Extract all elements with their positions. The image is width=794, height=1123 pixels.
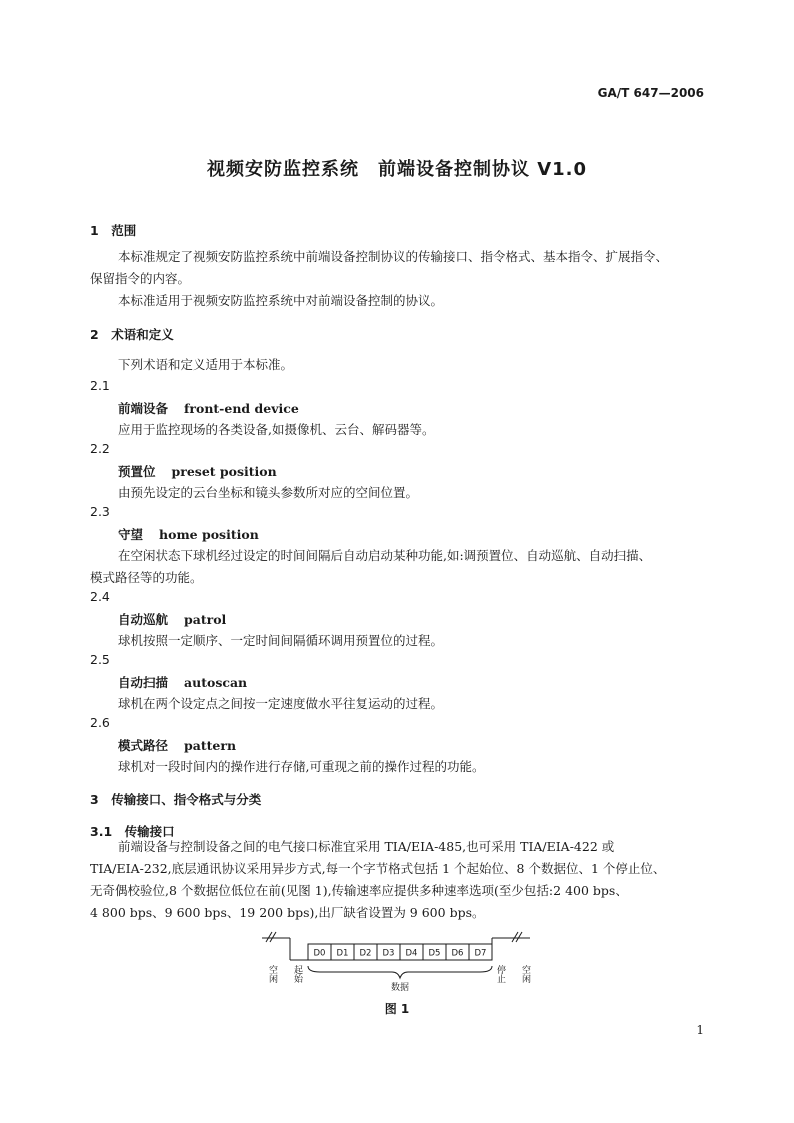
bit-label: D0 — [313, 948, 326, 959]
bit-label: D3 — [382, 948, 395, 959]
term-zh: 模式路径 — [118, 738, 169, 753]
term-definition: 球机在两个设定点之间按一定速度做水平往复运动的过程。 — [118, 696, 444, 711]
section-2-heading: 2 术语和定义 — [90, 327, 174, 342]
term-en: home position — [159, 527, 259, 542]
page-number: 1 — [696, 1023, 704, 1037]
data-brace — [308, 966, 492, 978]
term-number: 2.2 — [90, 441, 110, 456]
document-title: 视频安防监控系统 前端设备控制协议 V1.0 — [206, 159, 588, 180]
term-zh: 自动扫描 — [118, 675, 169, 690]
term-en: preset position — [171, 464, 277, 479]
term-number: 2.4 — [90, 589, 110, 604]
bit-label: D6 — [451, 948, 464, 959]
term-title — [118, 399, 299, 417]
bit-label: D5 — [428, 948, 441, 959]
term-title — [118, 610, 226, 628]
section-3-1-heading: 3.1 传输接口 — [90, 824, 175, 839]
bit-label: D4 — [405, 948, 418, 959]
term-zh: 预置位 — [118, 464, 156, 479]
bit-label: D1 — [336, 948, 349, 959]
term-zh: 守望 — [118, 527, 144, 542]
section-3-1-paragraph-cont: 无奇偶校验位,8 个数据位低位在前(见图 1),传输速率应提供多种速率选项(至少包括:2 400 bps、 — [90, 883, 628, 898]
term-en: autoscan — [184, 675, 248, 690]
term-number: 2.1 — [90, 378, 110, 393]
label-idle-right: 空闲 — [520, 965, 530, 983]
term-definition: 球机按照一定顺序、一定时间间隔循环调用预置位的过程。 — [118, 633, 444, 648]
term-zh: 前端设备 — [118, 401, 169, 416]
term-number: 2.6 — [90, 715, 110, 730]
label-idle-left: 空闲 — [267, 965, 277, 983]
section-1-paragraph-1-cont: 保留指令的内容。 — [90, 271, 191, 286]
section-3-1-paragraph: 前端设备与控制设备之间的电气接口标准宜采用 TIA/EIA-485,也可采用 TIA/EIA-422 或 — [118, 839, 615, 854]
term-en: patrol — [184, 612, 227, 627]
term-en: pattern — [184, 738, 237, 753]
section-3-heading: 3 传输接口、指令格式与分类 — [90, 792, 262, 807]
term-title — [118, 673, 247, 691]
term-number: 2.5 — [90, 652, 110, 667]
term-definition: 在空闲状态下球机经过设定的时间间隔后自动启动某种功能,如:调预置位、自动巡航、自动扫描、 — [118, 548, 652, 563]
bit-label: D2 — [359, 948, 372, 959]
section-2-intro: 下列术语和定义适用于本标准。 — [118, 357, 294, 372]
label-data: 数据 — [390, 983, 410, 993]
term-definition: 应用于监控现场的各类设备,如摄像机、云台、解码器等。 — [118, 422, 435, 437]
term-definition: 由预先设定的云台坐标和镜头参数所对应的空间位置。 — [118, 485, 419, 500]
label-stop-bit: 停止 — [495, 965, 505, 983]
term-number: 2.3 — [90, 504, 110, 519]
term-en: front-end device — [184, 401, 299, 416]
term-definition-cont: 模式路径等的功能。 — [90, 570, 203, 585]
term-zh: 自动巡航 — [118, 612, 169, 627]
term-title — [118, 736, 236, 754]
figure-caption: 图 1 — [384, 1002, 410, 1016]
section-3-1-paragraph-cont: 4 800 bps、9 600 bps、19 200 bps),出厂缺省设置为 9 600 bps。 — [90, 905, 485, 920]
label-start-bit: 起始 — [292, 965, 302, 983]
term-definition: 球机对一段时间内的操作进行存储,可重现之前的操作过程的功能。 — [118, 759, 485, 774]
bit-label: D7 — [474, 948, 487, 959]
term-title — [118, 525, 259, 543]
section-1-paragraph-1: 本标准规定了视频安防监控系统中前端设备控制协议的传输接口、指令格式、基本指令、扩展指令、 — [118, 249, 669, 264]
section-1-heading: 1 范围 — [90, 223, 137, 238]
standard-code: GA/T 647—2006 — [597, 86, 704, 100]
section-1-paragraph-2: 本标准适用于视频安防监控系统中对前端设备控制的协议。 — [118, 293, 444, 308]
serial-frame-diagram — [0, 926, 794, 996]
term-title — [118, 462, 277, 480]
section-3-1-paragraph-cont: TIA/EIA-232,底层通讯协议采用异步方式,每一个字节格式包括 1 个起始位、8 个数据位、1 个停止位、 — [90, 861, 666, 876]
